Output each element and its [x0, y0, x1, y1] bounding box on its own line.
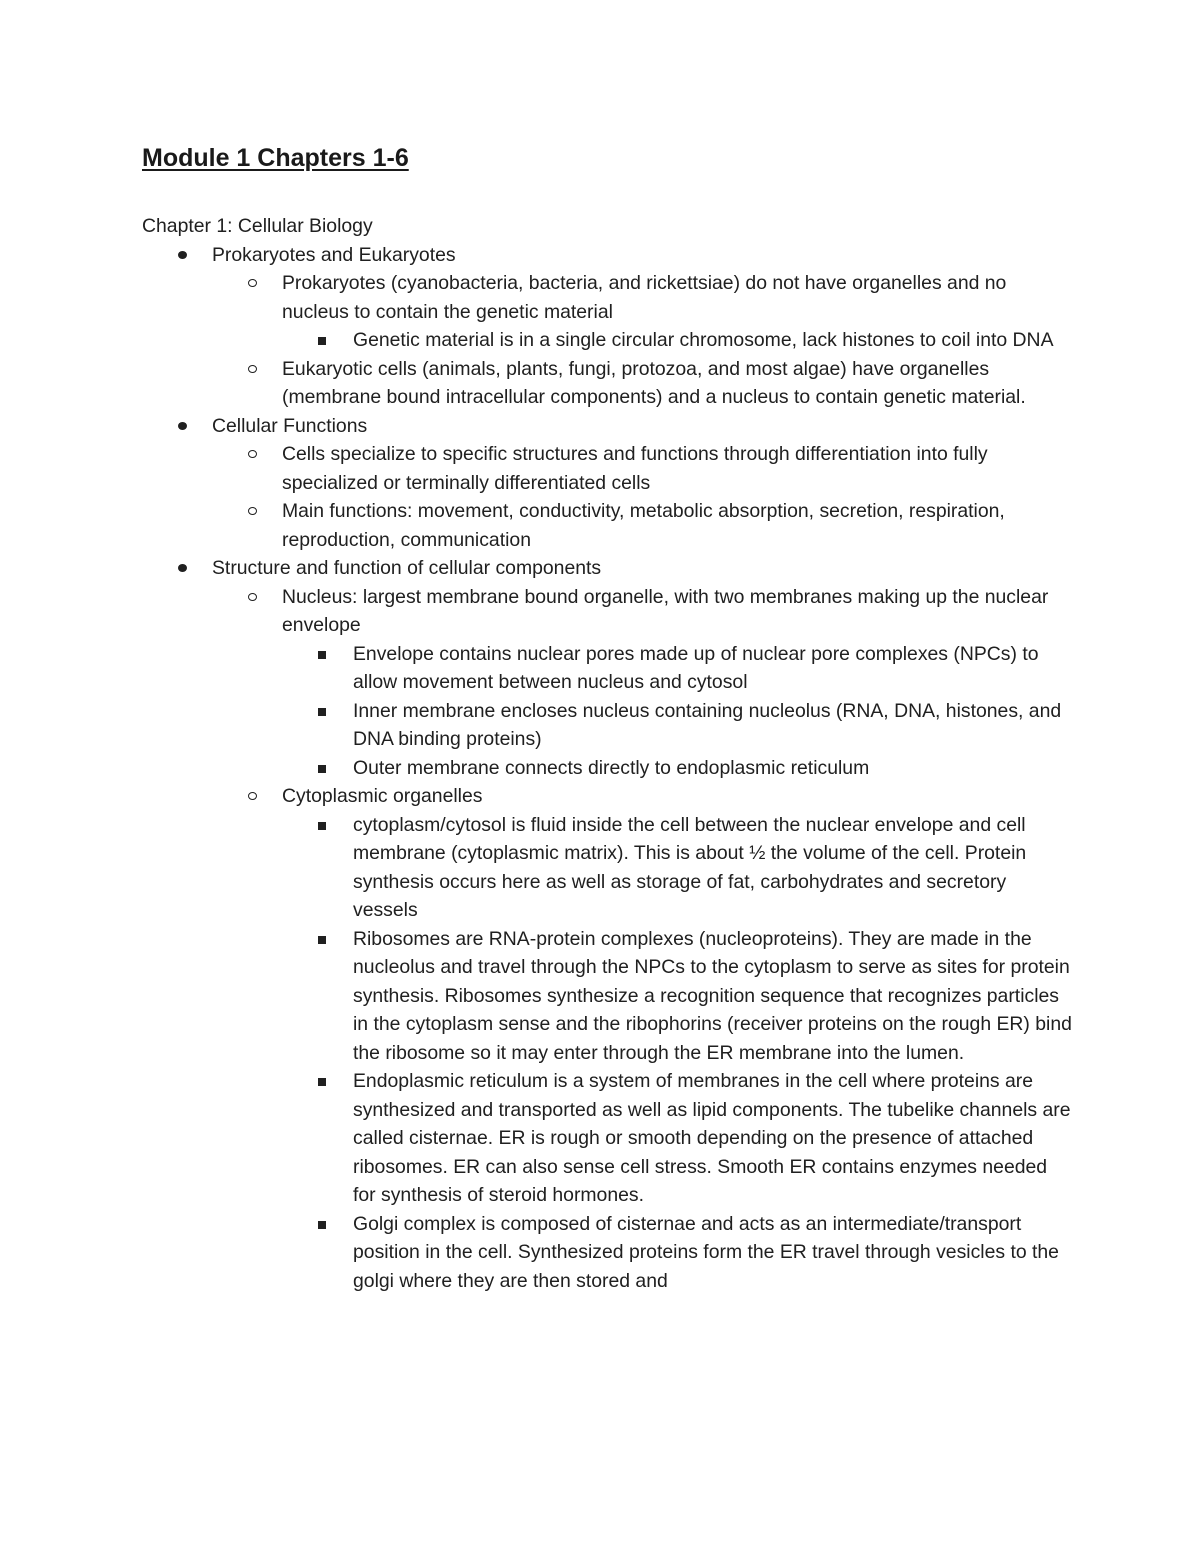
outline-item-text: Eukaryotic cells (animals, plants, fungi, protozoa, and most algae) have organelles (membrane bound intracellular components) and a nucleus to contain genetic material. — [282, 357, 1026, 408]
outline-item-level3 — [142, 1067, 1072, 1210]
outline-item-text: Cytoplasmic organelles — [282, 785, 483, 807]
hollow-bullet-icon — [248, 450, 257, 458]
outline-list — [142, 241, 1072, 1296]
outline-item-level1 — [142, 412, 1072, 441]
hollow-bullet-icon — [248, 365, 257, 373]
chapter-heading: Chapter 1: Cellular Biology — [142, 215, 373, 237]
outline-item-level2 — [142, 440, 1072, 497]
outline-item-text: Nucleus: largest membrane bound organelle, with two membranes making up the nuclear envelope — [282, 585, 1049, 636]
page-title: Module 1 Chapters 1-6 — [142, 144, 409, 172]
outline-item-level3 — [142, 326, 1072, 355]
outline-item-level2 — [142, 355, 1072, 412]
filled-bullet-icon — [178, 564, 187, 572]
outline-item-level1 — [142, 554, 1072, 583]
square-bullet-icon — [318, 708, 326, 716]
outline-item-text: Structure and function of cellular components — [212, 557, 602, 579]
outline-item-level3 — [142, 925, 1072, 1068]
outline-item-level2 — [142, 269, 1072, 326]
outline-item-text: Envelope contains nuclear pores made up of nuclear pore complexes (NPCs) to allow movement between nucleus and cytosol — [353, 642, 1039, 693]
square-bullet-icon — [318, 765, 326, 773]
hollow-bullet-icon — [248, 593, 257, 601]
outline-item-level3 — [142, 811, 1072, 925]
outline-item-text: Genetic material is in a single circular chromosome, lack histones to coil into DNA — [353, 329, 1054, 351]
outline-item-level2 — [142, 497, 1072, 554]
filled-bullet-icon — [178, 251, 187, 259]
outline-item-level3 — [142, 754, 1072, 783]
square-bullet-icon — [318, 1078, 326, 1086]
outline-item-text: Cellular Functions — [212, 414, 368, 437]
outline-item-text: Endoplasmic reticulum is a system of membranes in the cell where proteins are synthesized and transported as well as lipid components. The tubelike channels are called cisternae. ER is rough or smooth depending on the presence of attached ribosomes. ER can also sense cell stress. Smooth ER contains enzymes needed for synthesis of steroid hormones. — [353, 1070, 1071, 1206]
filled-bullet-icon — [178, 422, 187, 430]
outline-item-level2 — [142, 583, 1072, 640]
outline-item-level3 — [142, 640, 1072, 697]
square-bullet-icon — [318, 651, 326, 659]
hollow-bullet-icon — [248, 792, 257, 800]
outline-item-level3 — [142, 697, 1072, 754]
outline-item-text: Outer membrane connects directly to endoplasmic reticulum — [353, 756, 870, 779]
outline-item-text: Prokaryotes and Eukaryotes — [212, 243, 456, 266]
square-bullet-icon — [318, 337, 326, 345]
hollow-bullet-icon — [248, 507, 257, 515]
outline-item-text: Cells specialize to specific structures and functions through differentiation into fully specialized or terminally differentiated cells — [282, 443, 988, 494]
outline-item-level1 — [142, 241, 1072, 270]
outline-item-level3 — [142, 1210, 1072, 1296]
outline-item-text: Inner membrane encloses nucleus containing nucleolus (RNA, DNA, histones, and DNA binding proteins) — [353, 699, 1062, 750]
outline-item-text: Golgi complex is composed of cisternae and acts as an intermediate/transport position in the cell. Synthesized proteins form the ER travel through vesicles to the golgi where they are then stored and — [353, 1212, 1059, 1292]
document-body — [142, 212, 1072, 1295]
square-bullet-icon — [318, 936, 326, 944]
outline-item-text: Ribosomes are RNA-protein complexes (nucleoproteins). They are made in the nucleolus and travel through the NPCs to the cytoplasm to serve as sites for protein synthesis. Ribosomes synthesize a recognition sequence that recognizes particles in the cytoplasm sense and the ribophorins (receiver proteins on the rough ER) bind the ribosome so it may enter through the ER membrane into the lumen. — [353, 927, 1072, 1064]
outline-item-level2 — [142, 782, 1072, 811]
outline-item-text: Main functions: movement, conductivity, metabolic absorption, secretion, respiration, reproduction, communication — [282, 500, 1005, 551]
square-bullet-icon — [318, 822, 326, 830]
hollow-bullet-icon — [248, 279, 257, 287]
square-bullet-icon — [318, 1221, 326, 1229]
outline-item-text: cytoplasm/cytosol is fluid inside the cell between the nuclear envelope and cell membrane (cytoplasmic matrix). This is about ½ the volume of the cell. Protein synthesis occurs here as well as storage of fat, carbohydrates and secretory vessels — [353, 813, 1027, 921]
outline-item-text: Prokaryotes (cyanobacteria, bacteria, and rickettsiae) do not have organelles and no nucleus to contain the genetic material — [282, 272, 1007, 323]
